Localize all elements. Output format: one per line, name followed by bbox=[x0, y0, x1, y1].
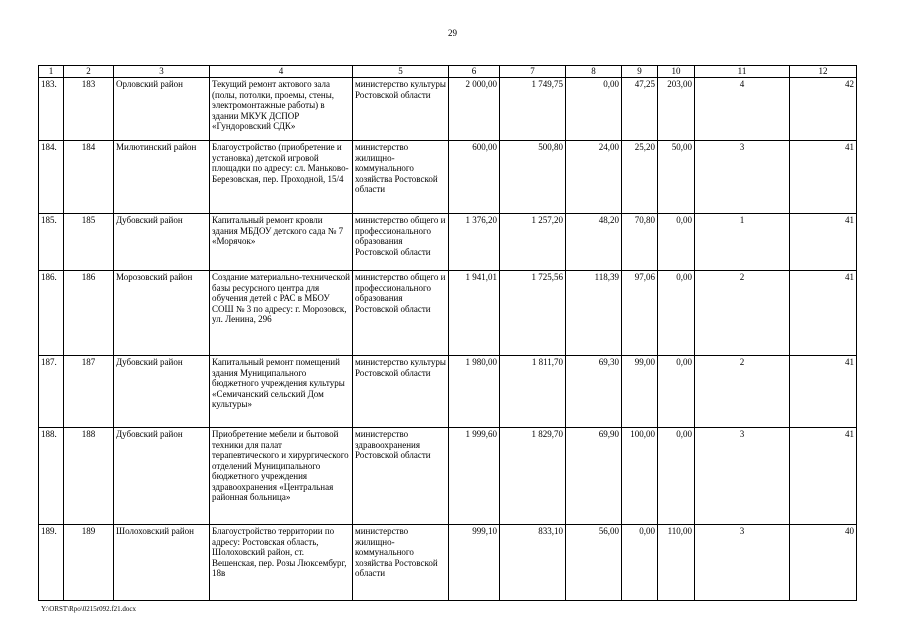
cell-row-number: 184. bbox=[39, 141, 64, 214]
cell-value-9: 47,25 bbox=[622, 78, 658, 141]
cell-district: Морозовский район bbox=[114, 271, 210, 356]
cell-row-number: 188. bbox=[39, 428, 64, 525]
cell-row-number: 183. bbox=[39, 78, 64, 141]
cell-value-6: 999,10 bbox=[449, 525, 500, 601]
cell-value-6: 1 980,00 bbox=[449, 356, 500, 428]
cell-row-number: 185. bbox=[39, 214, 64, 271]
cell-value-6: 600,00 bbox=[449, 141, 500, 214]
cell-ministry: министерство здравоохранения Ростовской области bbox=[353, 428, 449, 525]
cell-value-8: 118,39 bbox=[566, 271, 622, 356]
cell-value-8: 0,00 bbox=[566, 78, 622, 141]
cell-value-8: 69,90 bbox=[566, 428, 622, 525]
cell-value-6: 1 376,20 bbox=[449, 214, 500, 271]
cell-value-6: 1 999,60 bbox=[449, 428, 500, 525]
table-row bbox=[39, 356, 857, 428]
cell-ministry: министерство общего и профессионального образования Ростовской области bbox=[353, 271, 449, 356]
column-header: 11 bbox=[695, 66, 790, 78]
column-header: 4 bbox=[210, 66, 353, 78]
cell-ministry: министерство жилищно-коммунального хозяйства Ростовской области bbox=[353, 525, 449, 601]
cell-value-7: 500,80 bbox=[500, 141, 566, 214]
cell-index: 183 bbox=[64, 78, 114, 141]
cell-value-12: 42 bbox=[790, 78, 857, 141]
cell-district: Дубовский район bbox=[114, 356, 210, 428]
cell-description: Приобретение мебели и бытовой техники для палат терапевтического и хирургического отделений Муниципального бюджетного учреждения здравоохранения «Центральная районная больница» bbox=[210, 428, 353, 525]
column-header: 9 bbox=[622, 66, 658, 78]
budget-table bbox=[38, 65, 857, 601]
cell-index: 185 bbox=[64, 214, 114, 271]
cell-value-7: 1 811,70 bbox=[500, 356, 566, 428]
cell-value-10: 0,00 bbox=[658, 356, 695, 428]
cell-index: 189 bbox=[64, 525, 114, 601]
cell-ministry: министерство культуры Ростовской области bbox=[353, 78, 449, 141]
cell-value-10: 0,00 bbox=[658, 428, 695, 525]
cell-value-9: 25,20 bbox=[622, 141, 658, 214]
cell-district: Орловский район bbox=[114, 78, 210, 141]
cell-value-9: 97,06 bbox=[622, 271, 658, 356]
column-header: 1 bbox=[39, 66, 64, 78]
cell-value-12: 41 bbox=[790, 141, 857, 214]
column-header: 10 bbox=[658, 66, 695, 78]
cell-value-11: 3 bbox=[695, 428, 790, 525]
table-row bbox=[39, 141, 857, 214]
cell-district: Дубовский район bbox=[114, 214, 210, 271]
cell-value-12: 41 bbox=[790, 428, 857, 525]
cell-value-11: 3 bbox=[695, 525, 790, 601]
column-header: 8 bbox=[566, 66, 622, 78]
table-row bbox=[39, 214, 857, 271]
cell-value-7: 1 725,56 bbox=[500, 271, 566, 356]
cell-description: Капитальный ремонт кровли здания МБДОУ детского сада № 7 «Морячок» bbox=[210, 214, 353, 271]
cell-value-9: 0,00 bbox=[622, 525, 658, 601]
cell-value-8: 56,00 bbox=[566, 525, 622, 601]
cell-value-6: 1 941,01 bbox=[449, 271, 500, 356]
cell-value-8: 69,30 bbox=[566, 356, 622, 428]
column-header: 2 bbox=[64, 66, 114, 78]
table-row bbox=[39, 271, 857, 356]
page-number: 29 bbox=[448, 28, 457, 38]
cell-district: Шолоховский район bbox=[114, 525, 210, 601]
cell-ministry: министерство жилищно-коммунального хозяйства Ростовской области bbox=[353, 141, 449, 214]
cell-value-11: 3 bbox=[695, 141, 790, 214]
cell-value-12: 41 bbox=[790, 214, 857, 271]
cell-value-6: 2 000,00 bbox=[449, 78, 500, 141]
cell-value-9: 70,80 bbox=[622, 214, 658, 271]
cell-value-12: 40 bbox=[790, 525, 857, 601]
cell-description: Создание материально-технической базы ресурсного центра для обучения детей с РАС в МБОУ СОШ № 3 по адресу: г. Морозовск, ул. Ленина, 296 bbox=[210, 271, 353, 356]
cell-value-12: 41 bbox=[790, 271, 857, 356]
cell-value-7: 833,10 bbox=[500, 525, 566, 601]
cell-value-8: 48,20 bbox=[566, 214, 622, 271]
cell-value-9: 99,00 bbox=[622, 356, 658, 428]
table-row bbox=[39, 525, 857, 601]
cell-index: 186 bbox=[64, 271, 114, 356]
column-header: 3 bbox=[114, 66, 210, 78]
table-row bbox=[39, 78, 857, 141]
cell-row-number: 186. bbox=[39, 271, 64, 356]
cell-description: Капитальный ремонт помещений здания Муниципального бюджетного учреждения культуры «Семичанский сельский Дом культуры» bbox=[210, 356, 353, 428]
cell-row-number: 189. bbox=[39, 525, 64, 601]
cell-description: Благоустройство территории по адресу: Ростовская область, Шолоховский район, ст. Вешенская, пер. Розы Люксембург, 18в bbox=[210, 525, 353, 601]
cell-value-10: 0,00 bbox=[658, 214, 695, 271]
cell-value-8: 24,00 bbox=[566, 141, 622, 214]
cell-value-10: 0,00 bbox=[658, 271, 695, 356]
cell-value-7: 1 749,75 bbox=[500, 78, 566, 141]
column-header: 5 bbox=[353, 66, 449, 78]
cell-value-11: 4 bbox=[695, 78, 790, 141]
cell-value-7: 1 257,20 bbox=[500, 214, 566, 271]
cell-index: 184 bbox=[64, 141, 114, 214]
cell-value-10: 203,00 bbox=[658, 78, 695, 141]
column-header: 6 bbox=[449, 66, 500, 78]
footer-file-path: Y:\ORST\Rpo\0215r092.f21.docx bbox=[41, 605, 137, 613]
column-header: 12 bbox=[790, 66, 857, 78]
cell-value-11: 2 bbox=[695, 356, 790, 428]
table-row bbox=[39, 428, 857, 525]
cell-value-12: 41 bbox=[790, 356, 857, 428]
cell-index: 188 bbox=[64, 428, 114, 525]
cell-value-7: 1 829,70 bbox=[500, 428, 566, 525]
cell-district: Милютинский район bbox=[114, 141, 210, 214]
header-row bbox=[39, 66, 857, 78]
cell-value-9: 100,00 bbox=[622, 428, 658, 525]
cell-value-11: 2 bbox=[695, 271, 790, 356]
cell-value-10: 110,00 bbox=[658, 525, 695, 601]
cell-row-number: 187. bbox=[39, 356, 64, 428]
column-header: 7 bbox=[500, 66, 566, 78]
cell-index: 187 bbox=[64, 356, 114, 428]
cell-ministry: министерство общего и профессионального образования Ростовской области bbox=[353, 214, 449, 271]
cell-ministry: министерство культуры Ростовской области bbox=[353, 356, 449, 428]
cell-description: Текущий ремонт актового зала (полы, потолки, проемы, стены, электромонтажные работы) в здании МКУК ДСПОР «Гундоровский СДК» bbox=[210, 78, 353, 141]
cell-value-10: 50,00 bbox=[658, 141, 695, 214]
cell-description: Благоустройство (приобретение и установка) детской игровой площадки по адресу: сл. Маньково-Березовская, пер. Проходной, 15/4 bbox=[210, 141, 353, 214]
cell-district: Дубовский район bbox=[114, 428, 210, 525]
cell-value-11: 1 bbox=[695, 214, 790, 271]
